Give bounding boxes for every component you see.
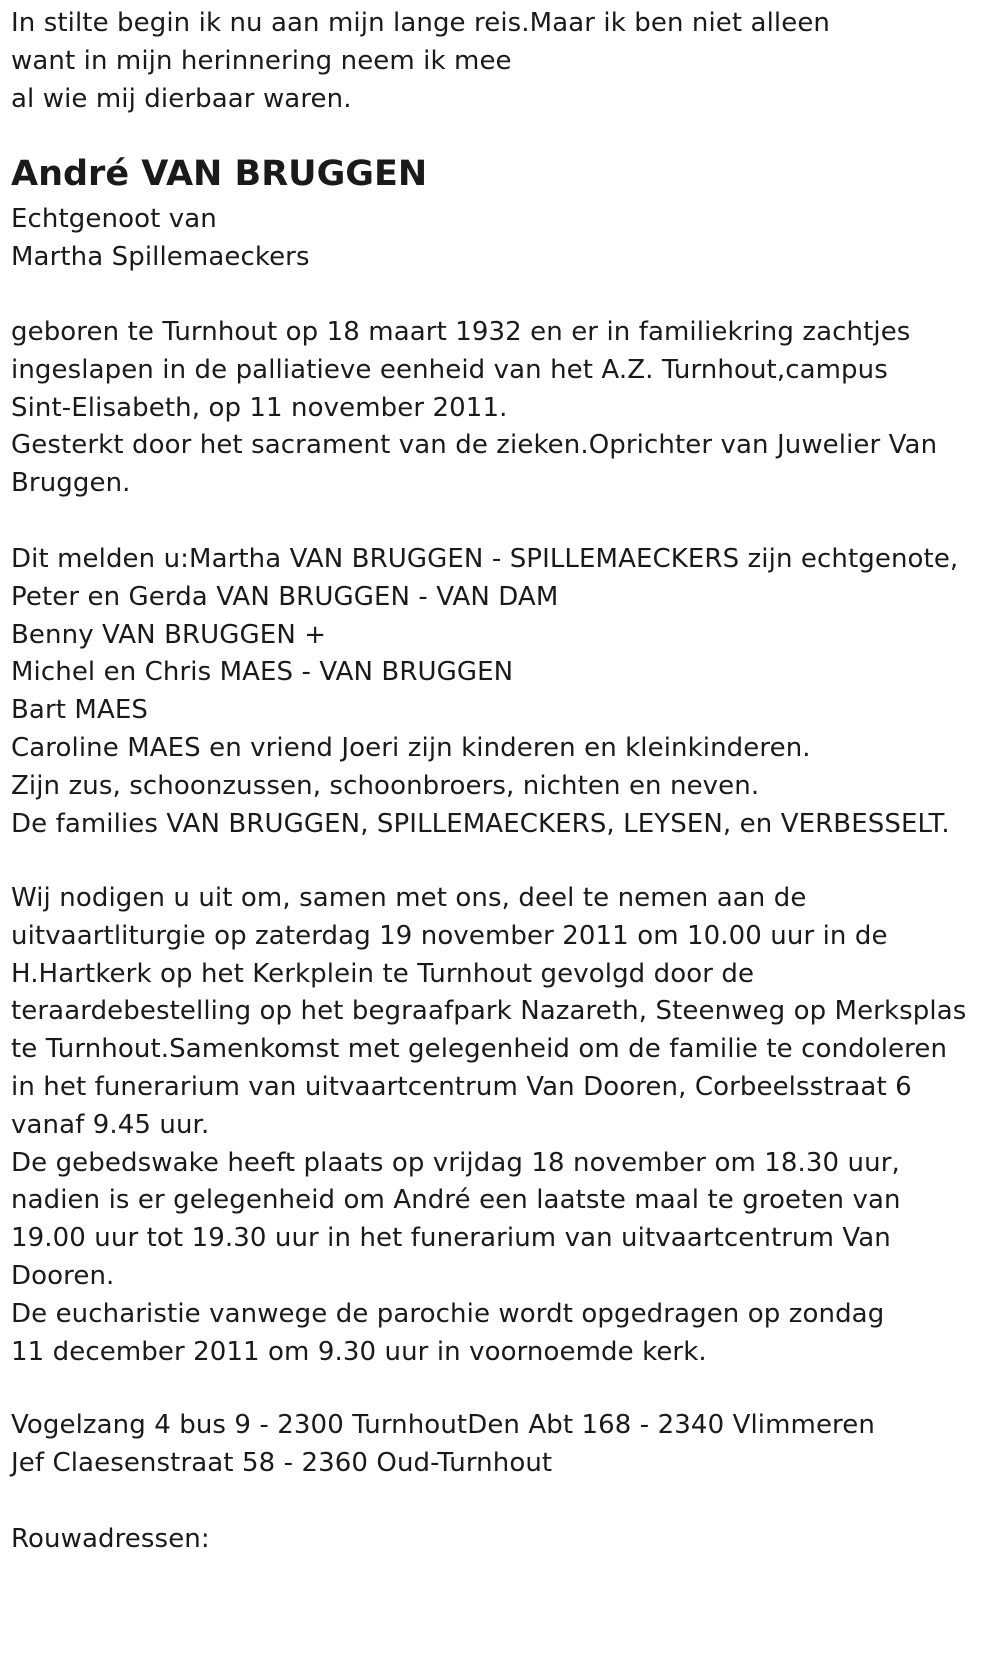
bio-line: Bruggen. (11, 468, 131, 499)
addresses (11, 1407, 875, 1483)
ceremony-line: Dooren. (11, 1260, 115, 1291)
spouse-info (11, 201, 310, 277)
family-line: Caroline MAES en vriend Joeri zijn kinderen en kleinkinderen. (11, 732, 811, 763)
deceased-name: André VAN BRUGGEN (11, 154, 428, 194)
ceremony-details (11, 880, 966, 1371)
spouse-line: Martha Spillemaeckers (11, 241, 310, 272)
ceremony-line: in het funerarium van uitvaartcentrum Van Dooren, Corbeelsstraat 6 (11, 1071, 912, 1102)
ceremony-line: te Turnhout.Samenkomst met gelegenheid om de familie te condoleren (11, 1034, 948, 1065)
address-line: Vogelzang 4 bus 9 - 2300 TurnhoutDen Abt 168 - 2340 Vlimmeren (11, 1410, 875, 1440)
bio-line: geboren te Turnhout op 18 maart 1932 en er in familiekring zachtjes (11, 317, 911, 347)
address-line: Jef Claesenstraat 58 - 2360 Oud-Turnhout (11, 1447, 553, 1478)
family-line: Zijn zus, schoonzussen, schoonbroers, nichten en neven. (11, 770, 760, 801)
ceremony-line: Wij nodigen u uit om, samen met ons, deel te nemen aan de (11, 883, 807, 913)
family-line: Benny VAN BRUGGEN + (11, 619, 327, 650)
ceremony-line: teraardebestelling op het begraafpark Nazareth, Steenweg op Merksplas (11, 996, 967, 1027)
ceremony-line: 19.00 uur tot 19.30 uur in het funerarium van uitvaartcentrum Van (11, 1223, 891, 1254)
family-line: De families VAN BRUGGEN, SPILLEMAECKERS, LEYSEN, en VERBESSELT. (11, 808, 950, 839)
family-line: Michel en Chris MAES - VAN BRUGGEN (11, 657, 514, 688)
ceremony-line: De gebedswake heeft plaats op vrijdag 18 november om 18.30 uur, (11, 1147, 900, 1178)
intro-line: want in mijn herinnering neem ik mee (11, 45, 512, 76)
intro-line: al wie mij dierbaar waren. (11, 83, 352, 114)
bio-line: ingeslapen in de palliatieve eenheid van het A.Z. Turnhout,campus (11, 354, 888, 385)
family-line: Dit melden u:Martha VAN BRUGGEN - SPILLEMAECKERS zijn echtgenote, (11, 544, 959, 574)
bio-line: Gesterkt door het sacrament van de zieken.Oprichter van Juwelier Van (11, 430, 938, 461)
family-line: Bart MAES (11, 695, 148, 726)
biography (11, 314, 937, 503)
ceremony-line: H.Hartkerk op het Kerkplein te Turnhout gevolgd door de (11, 958, 755, 989)
family-line: Peter en Gerda VAN BRUGGEN - VAN DAM (11, 581, 559, 612)
ceremony-line: vanaf 9.45 uur. (11, 1109, 210, 1140)
ceremony-line: 11 december 2011 om 9.30 uur in voornoemde kerk. (11, 1336, 707, 1367)
ceremony-line: De eucharistie vanwege de parochie wordt opgedragen op zondag (11, 1298, 885, 1329)
bio-line: Sint-Elisabeth, op 11 november 2011. (11, 392, 508, 423)
ceremony-line: nadien is er gelegenheid om André een laatste maal te groeten van (11, 1185, 901, 1216)
intro-line: In stilte begin ik nu aan mijn lange reis.Maar ik ben niet alleen (11, 8, 831, 38)
intro-poem (11, 5, 830, 118)
family-announcement (11, 541, 958, 843)
mourning-addresses-heading (11, 1521, 210, 1559)
spouse-line: Echtgenoot van (11, 204, 217, 234)
rouw-line: Rouwadressen: (11, 1524, 210, 1554)
ceremony-line: uitvaartliturgie op zaterdag 19 november 2011 om 10.00 uur in de (11, 920, 888, 951)
